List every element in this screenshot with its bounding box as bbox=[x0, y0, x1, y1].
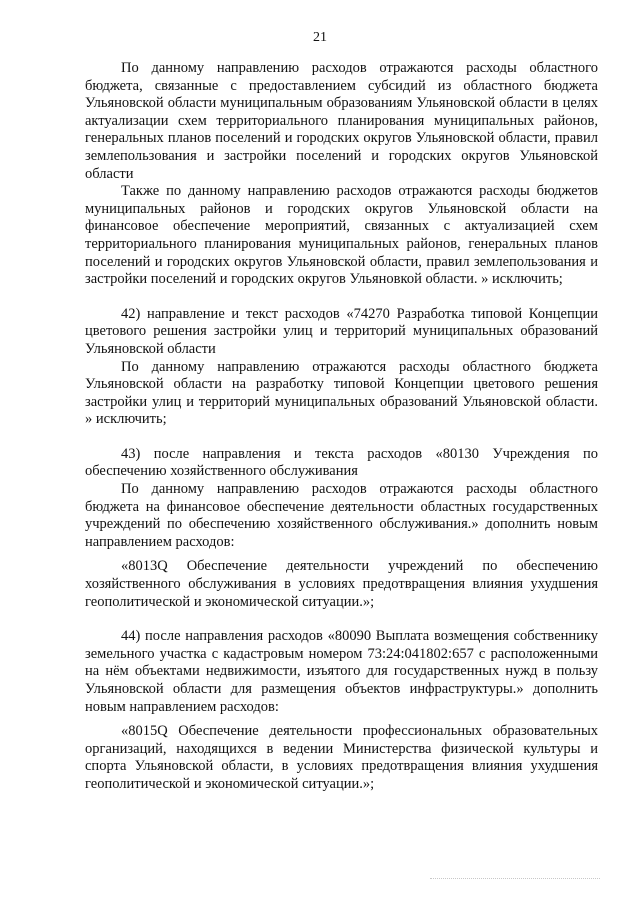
paragraph-direction-8015q: «8015Q Обеспечение деятельности профессиональных образовательных организаций, находящихся в ведении Министерства физической культуры и спорта Ульяновской области, в условиях предотвращения влияния ухудшения геополитической и экономической ситуации.»; bbox=[85, 723, 598, 792]
paragraph-item-43-description: По данному направлению расходов отражаются расходы областного бюджета на финансовое обеспечение деятельности областных государственных учреждений по обеспечению хозяйственного обслуживания.» дополнить новым направлением расходов: bbox=[85, 481, 598, 550]
paragraph-item-42-description: По данному направлению отражаются расходы областного бюджета Ульяновской области на разработку типовой Концепции цветового решения застройки улиц и территорий муниципальных образований Ульяновской области. » исключить; bbox=[85, 358, 598, 428]
paragraph-gap bbox=[85, 716, 598, 723]
paragraph-item-44: 44) после направления расходов «80090 Выплата возмещения собственнику земельного участка с кадастровым номером 73:24:041802:657 с расположенными на нём объектами недвижимости, изъятого для государственных нужд в пользу Ульяновской области для размещения объектов инфраструктуры.» дополнить новым направлением расходов: bbox=[85, 628, 598, 715]
page-number: 21 bbox=[313, 30, 327, 45]
paragraph-subsidies: По данному направлению расходов отражаются расходы областного бюджета, связанные с предоставлением субсидий из областного бюджета Ульяновской области муниципальным образованиям Ульяновской области в целях актуализации схем территориального планирования муниципальных районов, генеральных планов поселений и городских округов Ульяновской области, правил землепользования и застройки поселений и городских округов Ульяновской области bbox=[85, 60, 598, 182]
scan-artifact bbox=[430, 878, 600, 879]
paragraph-gap bbox=[85, 551, 598, 558]
document-body bbox=[85, 60, 598, 794]
paragraph-municipal-budgets: Также по данному направлению расходов отражаются расходы бюджетов муниципальных районов и городских округов Ульяновской области на финансовое обеспечение мероприятий, связанных с актуализацией схем территориального планирования муниципальных районов, генеральных планов поселений и городских округов Ульяновской области, правил землепользования и застройки поселений и городских округов Ульяновкой области. » исключить; bbox=[85, 183, 598, 288]
paragraph-item-42: 42) направление и текст расходов «74270 Разработка типовой Концепции цветового решения застройки улиц и территорий муниципальных образований Ульяновской области bbox=[85, 305, 598, 357]
paragraph-direction-8013q: «8013Q Обеспечение деятельности учреждений по обеспечению хозяйственного обслуживания в условиях предотвращения влияния ухудшения геополитической и экономической ситуации.»; bbox=[85, 558, 598, 610]
paragraph-gap bbox=[85, 289, 598, 306]
paragraph-gap bbox=[85, 611, 598, 628]
paragraph-item-43: 43) после направления и текста расходов «80130 Учреждения по обеспечению хозяйственного обслуживания bbox=[85, 445, 598, 480]
paragraph-gap bbox=[85, 429, 598, 446]
